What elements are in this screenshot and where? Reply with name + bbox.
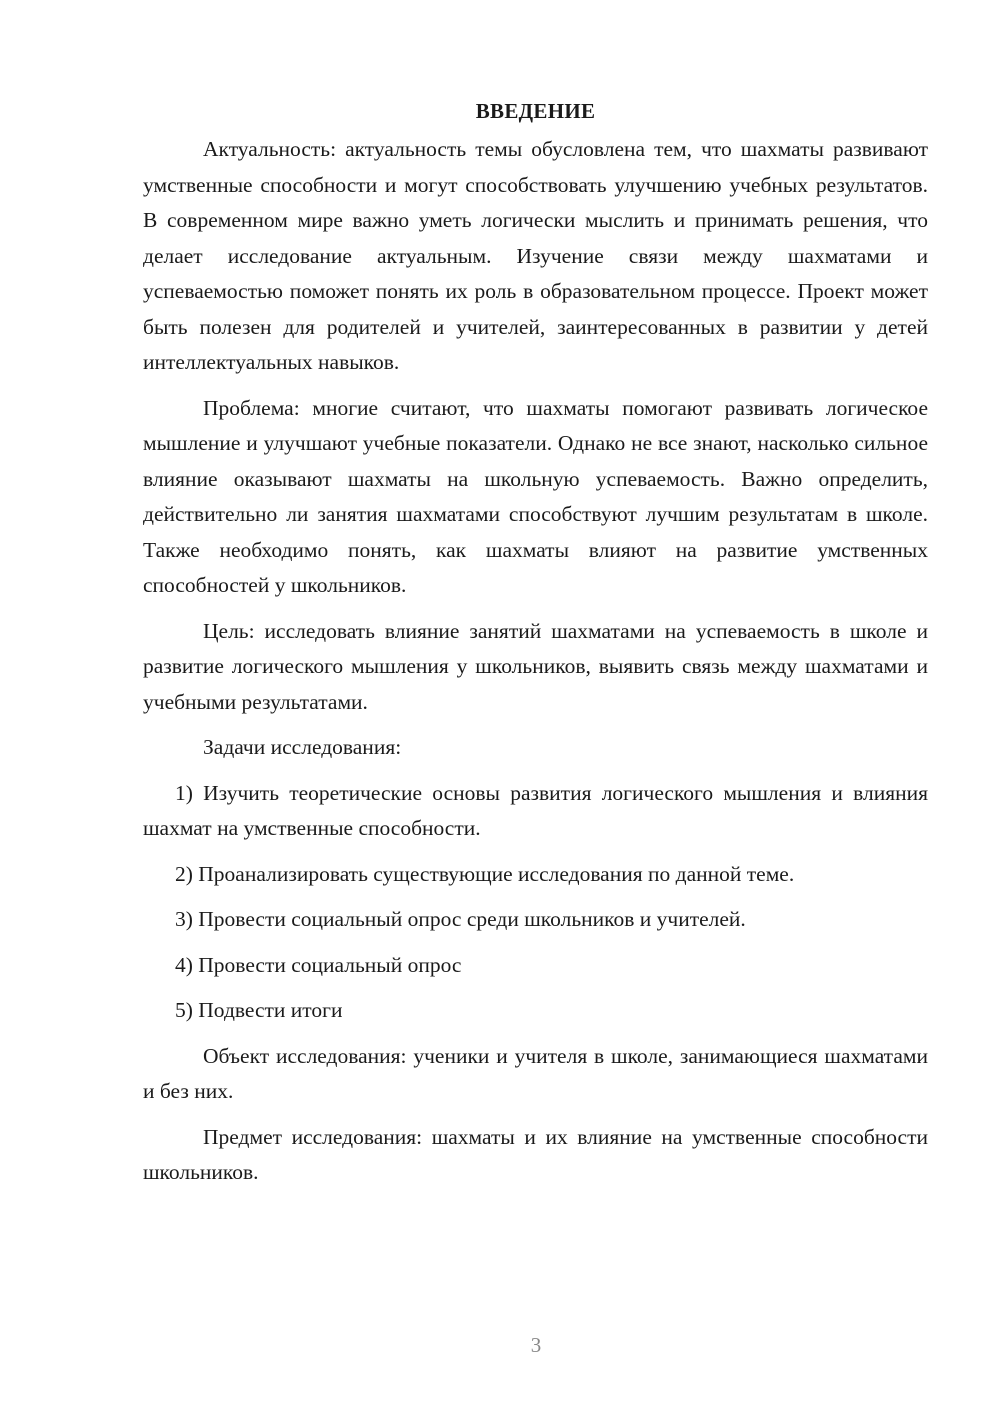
- paragraph-tasks-intro: Задачи исследования:: [203, 735, 402, 759]
- task-item-1: 1) Изучить теоретические основы развития логического мышления и влияния шахмат на умственные способности.: [143, 780, 928, 840]
- paragraph-subject: Предмет исследования: шахматы и их влияние на умственные способности школьников.: [143, 1124, 928, 1184]
- task-item-4: 4) Провести социальный опрос: [175, 952, 462, 977]
- task-item-3: 3) Провести социальный опрос среди школьников и учителей.: [175, 907, 746, 931]
- section-heading: ВВЕДЕНИЕ: [475, 99, 596, 123]
- paragraph-problem: Проблема: многие считают, что шахматы помогают развивать логическое мышление и улучшают учебные показатели. Однако не все знают, насколько сильное влияние оказывают шахматы на школьную успеваемость. Важно определить, действительно ли занятия шахматами способствуют лучшим результатам в школе. Также необходимо понять, как шахматы влияют на развитие умственных способностей у школьников.: [143, 395, 928, 597]
- paragraph-goal: Цель: исследовать влияние занятий шахматами на успеваемость в школе и развитие логического мышления у школьников, выявить связь между шахматами и учебными результатами.: [143, 618, 928, 714]
- paragraph-relevance: Актуальность: актуальность темы обусловлена тем, что шахматы развивают умственные способности и могут способствовать улучшению учебных результатов. В современном мире важно уметь логически мыслить и принимать решения, что делает исследование актуальным. Изучение связи между шахматами и успеваемостью поможет понять их роль в образовательном процессе. Проект может быть полезен для родителей и учителей, заинтересованных в развитии у детей интеллектуальных навыков.: [143, 137, 928, 374]
- page-number: 3: [530, 1333, 542, 1357]
- task-item-5: 5) Подвести итоги: [175, 998, 343, 1022]
- task-item-2: 2) Проанализировать существующие исследования по данной теме.: [175, 861, 795, 886]
- paragraph-object: Объект исследования: ученики и учителя в школе, занимающиеся шахматами и без них.: [143, 1043, 928, 1103]
- page-content: [143, 96, 928, 1201]
